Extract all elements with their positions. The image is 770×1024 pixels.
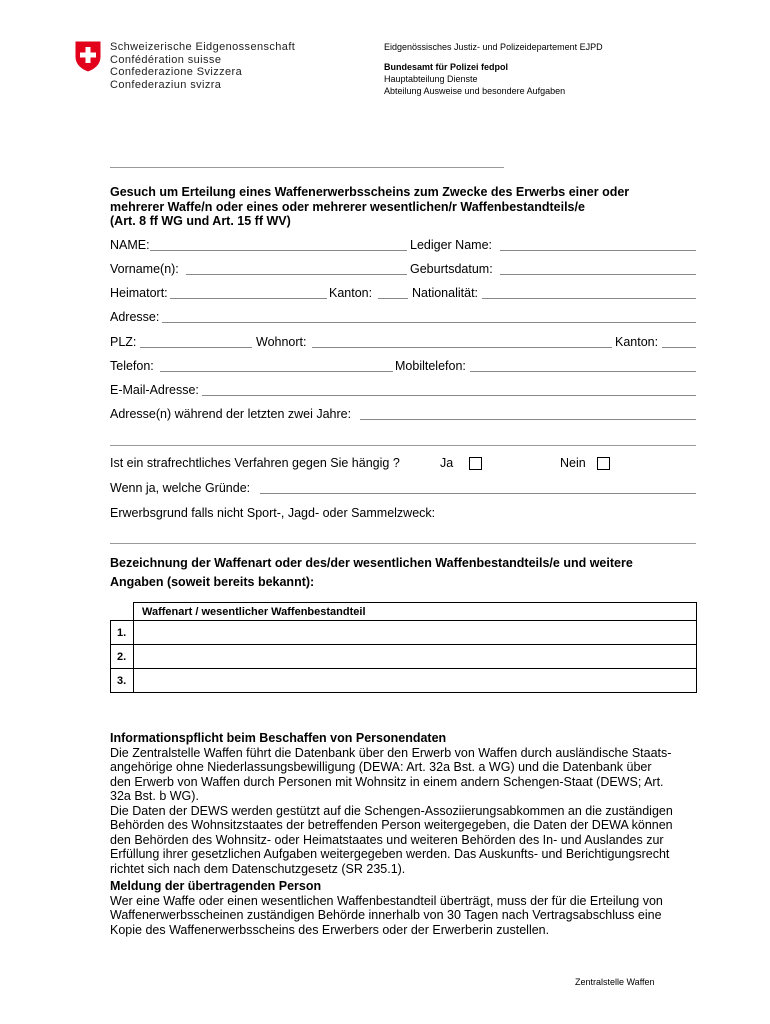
nationalitaet-label: Nationalität: [412,286,479,300]
row-number: 3. [111,669,134,693]
row-gruende [110,481,696,497]
table-row [111,645,697,669]
agency-name-block [110,41,295,91]
footer-text: Zentralstelle Waffen [575,977,655,987]
adressen-field-second-line[interactable] [110,445,696,446]
gruende-field[interactable] [260,493,696,494]
row-telefon [110,359,696,375]
transfer-heading: Meldung der übertragenden Person [110,879,322,893]
row-heimatort [110,286,696,302]
form-title-line: mehrerer Waffe/n oder eines oder mehrerer wesentlichen/r Waffenbestandteils/e [110,199,585,214]
department-name: Eidgenössisches Justiz- und Polizeidepartement EJPD [384,42,603,52]
agency-line-fr: Confédération suisse [110,53,222,66]
plz-label: PLZ: [110,335,137,349]
verfahren-question: Ist ein strafrechtliches Verfahren gegen Sie hängig ? [110,456,400,470]
row-adressen [110,407,696,423]
info-line: richtet sich nach dem Datenschutzgesetz (SR 235.1). [110,861,406,876]
email-label: E-Mail-Adresse: [110,383,199,397]
ledigername-field[interactable] [500,250,696,251]
heimatort-field[interactable] [170,298,327,299]
office-division: Hauptabteilung Dienste [384,74,478,84]
weapons-table-header [111,603,697,621]
weapon-entry-cell[interactable] [134,669,697,693]
office-block [384,61,565,97]
form-title-line: (Art. 8 ff WG und Art. 15 ff WV) [110,214,291,228]
adressen-label: Adresse(n) während der letzten zwei Jahre: [110,407,352,421]
header-empty-cell [111,603,134,621]
weapons-column-header: Waffenart / wesentlicher Waffenbestandteil [134,603,697,621]
plz-field[interactable] [140,347,252,348]
row-vorname [110,262,696,278]
vorname-field[interactable] [186,274,407,275]
weapon-entry-cell[interactable] [134,645,697,669]
weapons-title-line: Angaben (soweit bereits bekannt): [110,574,315,589]
info-line: Kopie des Waffenerwerbsscheins des Erwerbers oder der Erwerberin zustellen. [110,922,550,937]
kanton2-label: Kanton: [615,335,659,349]
erwerbsgrund-label: Erwerbsgrund falls nicht Sport-, Jagd- oder Sammelzweck: [110,506,436,520]
adressen-field[interactable] [360,419,696,420]
nationalitaet-field[interactable] [482,298,696,299]
telefon-label: Telefon: [110,359,154,373]
header-divider [110,167,504,168]
info-line: Die Zentralstelle Waffen führt die Datenbank über den Erwerb von Waffen durch ausländische Staats- [110,745,672,760]
agency-line-de: Schweizerische Eidgenossenschaft [110,41,296,53]
office-name: Bundesamt für Polizei fedpol [384,62,509,72]
agency-line-it: Confederazione Svizzera [110,66,243,78]
nein-checkbox[interactable] [597,457,610,470]
ja-checkbox[interactable] [469,457,482,470]
heimatort-label: Heimatort: [110,286,168,300]
info-line: den Behörden des Wohnsitz- oder Heimatstaates und weiteren Behörden des In- und Auslandes zur [110,832,664,847]
nein-label: Nein [560,456,586,470]
weapon-entry-cell[interactable] [134,621,697,645]
ledigername-label: Lediger Name: [410,238,492,252]
name-label: NAME: [110,238,150,252]
table-row [111,669,697,693]
wohnort-field[interactable] [312,347,612,348]
gruende-label: Wenn ja, welche Gründe: [110,481,251,495]
form-title [110,185,700,229]
info-line: Wer eine Waffe oder einen wesentlichen Waffenbestandteil überträgt, muss der für die Erteilung von [110,893,663,908]
agency-line-rm: Confederaziun svizra [110,78,222,91]
mobiltelefon-label: Mobiltelefon: [395,359,466,373]
swiss-coat-of-arms-logo [74,40,102,73]
geburtsdatum-field[interactable] [500,274,696,275]
name-field[interactable] [150,250,407,251]
row-name [110,238,696,254]
weapons-title-line: Bezeichnung der Waffenart oder des/der wesentlichen Waffenbestandteils/e und weitere [110,556,633,570]
kanton-field[interactable] [378,298,408,299]
geburtsdatum-label: Geburtsdatum: [410,262,493,276]
info-line: 32a Bst. b WG). [110,789,199,803]
ja-label: Ja [440,456,454,470]
table-row [111,621,697,645]
info-line: angehörige ohne Niederlassungsbewilligung (DEWA: Art. 32a Bst. a WG) und die Datenbank über [110,760,652,774]
wohnort-label: Wohnort: [256,335,307,349]
erwerbsgrund-field[interactable] [110,543,696,544]
row-email [110,383,696,399]
transfer-section [110,879,700,937]
kanton2-field[interactable] [662,347,696,348]
info-line: Behörden des Wohnsitzstaates der betreffenden Person weitergegeben, die Daten der DEWA können [110,818,673,832]
telefon-field[interactable] [160,371,393,372]
row-verfahren [110,456,696,472]
info-line: Waffenerwerbsscheinen zuständigen Behörde innerhalb von 30 Tagen nach Vertragsabschluss eine [110,908,662,922]
mobiltelefon-field[interactable] [470,371,696,372]
adresse-label: Adresse: [110,310,160,324]
row-plz [110,335,696,351]
weapons-section-title [110,554,696,591]
office-section: Abteilung Ausweise und besondere Aufgaben [384,86,566,96]
vorname-label: Vorname(n): [110,262,179,276]
email-field[interactable] [202,395,696,396]
form-title-line: Gesuch um Erteilung eines Waffenerwerbsscheins zum Zwecke des Erwerbs einer oder [110,185,630,199]
info-section [110,731,700,876]
info-heading: Informationspflicht beim Beschaffen von Personendaten [110,731,447,745]
adresse-field[interactable] [162,322,696,323]
row-adresse [110,310,696,326]
info-line: Die Daten der DEWS werden gestützt auf die Schengen-Assoziierungsabkommen an die zuständigen [110,803,673,818]
row-number: 2. [111,645,134,669]
info-line: Erfüllung ihrer gesetzlichen Aufgaben weitergegeben werden. Das Auskunfts- und Berichtigungsrecht [110,847,670,861]
row-number: 1. [111,621,134,645]
row-erwerbsgrund [110,506,696,522]
info-line: den Erwerb von Waffen durch Personen mit Wohnsitz in einem andern Schengen-Staat (DEWS; Art. [110,774,664,789]
kanton-label: Kanton: [329,286,373,300]
weapons-table [110,602,697,693]
